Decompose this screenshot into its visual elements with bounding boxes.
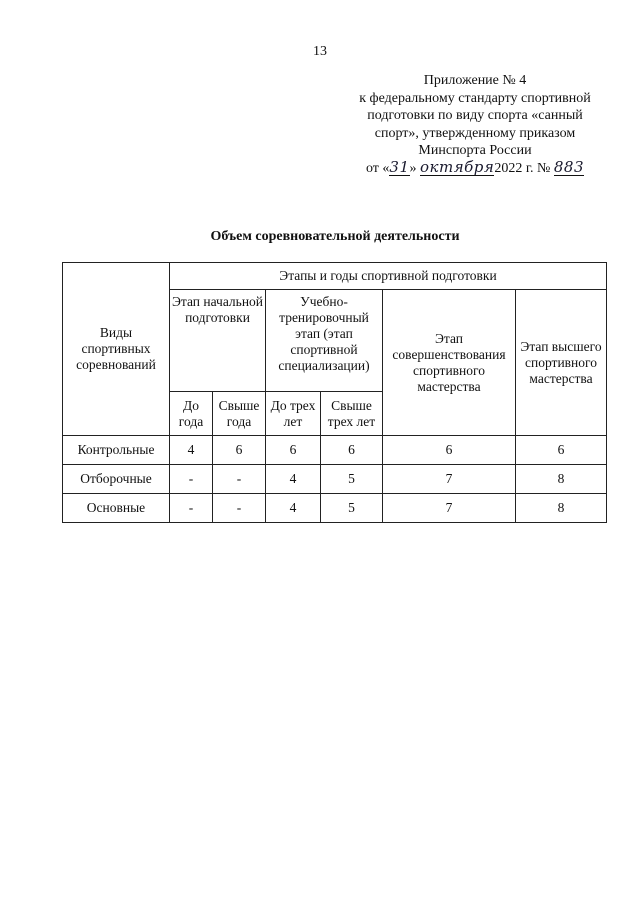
table-cell: - — [170, 465, 213, 494]
appendix-header — [340, 72, 610, 177]
row-label: Основные — [63, 494, 170, 523]
table-cell: 7 — [383, 494, 516, 523]
table-cell: 4 — [170, 436, 213, 465]
table-cell: 6 — [266, 436, 321, 465]
table-cell: - — [213, 494, 266, 523]
table-cell: 5 — [321, 465, 383, 494]
table-cell: 6 — [321, 436, 383, 465]
competition-activity-table — [62, 262, 607, 523]
sub-header-training-2: Свыше трех лет — [321, 392, 383, 436]
table-cell: - — [170, 494, 213, 523]
row-label: Контрольные — [63, 436, 170, 465]
date-year: 2022 г. № — [494, 160, 551, 176]
table-cell: 5 — [321, 494, 383, 523]
table-row — [63, 494, 607, 523]
date-prefix: от « — [365, 160, 390, 176]
table-cell: 6 — [383, 436, 516, 465]
appendix-line-4: спорт», утвержденному приказом — [374, 125, 576, 141]
stage-initial-header: Этап начальной подготовки — [170, 290, 266, 392]
stage-improvement-header: Этап совершенствования спортивного мастерства — [383, 290, 516, 436]
handwritten-day: 31 — [389, 157, 410, 176]
appendix-line-1: Приложение № 4 — [423, 73, 527, 88]
table-cell: 8 — [516, 465, 607, 494]
stage-higher-header: Этап высшего спортивного мастерства — [516, 290, 607, 436]
appendix-line-3: подготовки по виду спорта «санный — [367, 108, 583, 123]
row-label: Отборочные — [63, 465, 170, 494]
table-row — [63, 436, 607, 465]
table-cell: 6 — [516, 436, 607, 465]
table-cell: 7 — [383, 465, 516, 494]
table-cell: 8 — [516, 494, 607, 523]
sub-header-initial-1: До года — [170, 392, 213, 436]
stage-training-header: Учебно-тренировочный этап (этап спортивной специализации) — [266, 290, 383, 392]
row-header-cell: Виды спортивных соревнований — [63, 263, 170, 436]
date-mid: » — [409, 160, 420, 176]
handwritten-month: октября — [420, 157, 495, 176]
table-cell: - — [213, 465, 266, 494]
sub-header-training-1: До трех лет — [266, 392, 321, 436]
appendix-line-5: Минспорта России — [418, 143, 532, 158]
table-row — [63, 465, 607, 494]
document-title: Объем соревновательной деятельности — [210, 229, 460, 244]
group-header-cell: Этапы и годы спортивной подготовки — [170, 263, 607, 290]
handwritten-order-number: 883 — [553, 157, 585, 176]
page-number: 13 — [313, 44, 327, 59]
table-cell: 4 — [266, 465, 321, 494]
appendix-line-2: к федеральному стандарту спортивной — [359, 90, 591, 106]
table-cell: 6 — [213, 436, 266, 465]
order-date-line — [340, 157, 610, 178]
table-cell: 4 — [266, 494, 321, 523]
sub-header-initial-2: Свыше года — [213, 392, 266, 436]
